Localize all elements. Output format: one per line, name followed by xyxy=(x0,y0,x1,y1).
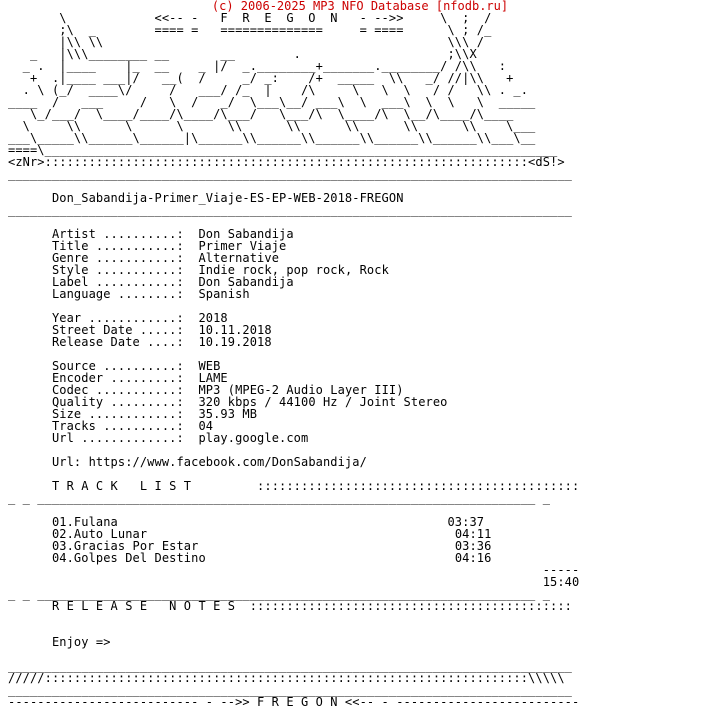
ascii-art-line: |\\ \\ \\\ / xyxy=(8,35,485,49)
ascii-art-line: \_/___/ \____/____/\____/\___/ \___/\ \____/\ \__/\____/\____ xyxy=(8,107,514,121)
info-key: Url .............: xyxy=(51,431,184,445)
tracklist-header-text: T R A C K L I S T :::::::::::::::::::::::::::::::::::::::::::: xyxy=(51,479,580,493)
footer-signature: -------------------------- - -->> F R E G O N <<-- - ------------------------- xyxy=(8,695,580,709)
info-value: WEB xyxy=(198,359,221,373)
info-value: 35.93 MB xyxy=(198,407,258,421)
ascii-art-line: \ \\ \ \ \\ \\ \\ \\ \\ \___ xyxy=(8,119,536,133)
ascii-art-line: . \ (_/ ____\/ / ___/ /_ | /\ \ \ \ / / \\ . _. xyxy=(8,83,529,97)
track-time: 04:16 xyxy=(454,551,492,565)
info-value: Primer Viaje xyxy=(198,239,287,253)
info-row-release-date xyxy=(8,336,579,348)
info-value: Spanish xyxy=(198,287,250,301)
ascii-art-line: + .|____ ___|/ __( / _/ _: /+ _____ \\ _/ //|\\ + xyxy=(8,71,514,85)
info-value: 10.11.2018 xyxy=(198,323,272,337)
notes-header xyxy=(8,600,579,612)
info-key: Artist ..........: xyxy=(51,227,184,241)
info-key: Label ...........: xyxy=(51,275,184,289)
ascii-art-line: _ . |____ |_ __ _ |/ _.________+_______.________/ /\\ : xyxy=(8,59,507,73)
footer-colons: /////::::::::::::::::::::::::::::::::::::::::::::::::::::::::::::::::::\\\\\ xyxy=(8,671,565,685)
info-value: LAME xyxy=(198,371,228,385)
info-key: Source ..........: xyxy=(51,359,184,373)
info-key: Release Date ....: xyxy=(51,335,184,349)
info-key: Size ............: xyxy=(51,407,184,421)
ascii-art-line: _ |\\\________ __ __ . ;\\X xyxy=(8,47,477,61)
notes-line xyxy=(8,636,579,648)
track-time: 04:11 xyxy=(454,527,492,541)
track-title: 01.Fulana xyxy=(51,515,118,529)
info-value: 04 xyxy=(198,419,214,433)
nfodb-banner: (c) 2006-2025 MP3 NFO Database [nfodb.ru] xyxy=(211,0,509,13)
dash-divider: _ _ ____________________________________________________________________ _ xyxy=(8,587,551,601)
notes-header-text: R E L E A S E N O T E S :::::::::::::::::::::::::::::::::::::::::::: xyxy=(51,599,572,613)
info-value: Don Sabandija xyxy=(198,227,294,241)
ascii-art-line: \ <<-- - F R E G O N - -->> \ ; / xyxy=(8,11,492,25)
track-time: 03:36 xyxy=(454,539,492,553)
info-key: Year ............: xyxy=(51,311,184,325)
footer-separator: _____________________________________________________________________________ xyxy=(8,683,572,697)
info-value: play.google.com xyxy=(198,431,309,445)
info-key: Quality .........: xyxy=(51,395,184,409)
info-key: Language ........: xyxy=(51,287,184,301)
info-value: 10.19.2018 xyxy=(198,335,272,349)
info-key: Title ...........: xyxy=(51,239,184,253)
total-time: 15:40 xyxy=(542,575,580,589)
ascii-art-line: ___\_____\\______\______|\______\\______\\______\\______\\______\\___\__ xyxy=(8,131,536,145)
info-value: Don Sabandija xyxy=(198,275,294,289)
info-value: Indie rock, pop rock, Rock xyxy=(198,263,389,277)
info-key: Tracks ..........: xyxy=(51,419,184,433)
nfo-text xyxy=(8,12,579,708)
ascii-art-line: ====\______________________________________________________________________ xyxy=(8,143,558,157)
ascii-art-line: ;\ _ ==== = ============== = ==== \ ; /_ xyxy=(8,23,492,37)
info-value: MP3 (MPEG-2 Audio Layer III) xyxy=(198,383,404,397)
facebook-url-link[interactable]: Url: https://www.facebook.com/DonSabandija/ xyxy=(51,455,367,469)
blank-line xyxy=(8,612,579,624)
notes-text: Enjoy => xyxy=(51,635,111,649)
info-key: Codec ...........: xyxy=(51,383,184,397)
release-name: Don_Sabandija-Primer_Viaje-ES-EP-WEB-2018-FREGON xyxy=(51,191,404,205)
separator-line: _____________________________________________________________________________ xyxy=(8,167,572,181)
info-row-language xyxy=(8,288,579,300)
info-row-url xyxy=(8,432,579,444)
ascii-art-line: ____ / ___ / \ / _/ \___\__/ ___\ \ ___\ \ \ \ _____ xyxy=(8,95,536,109)
ascii-art-line: <zNr>::::::::::::::::::::::::::::::::::::::::::::::::::::::::::::::::::<dS!> xyxy=(8,155,565,169)
track-time: 03:37 xyxy=(447,515,485,529)
info-key: Encoder .........: xyxy=(51,371,184,385)
total-rule: ----- xyxy=(542,563,580,577)
info-value: 320 kbps / 44100 Hz / Joint Stereo xyxy=(198,395,448,409)
info-value: Alternative xyxy=(198,251,280,265)
info-key: Genre ...........: xyxy=(51,251,184,265)
separator-line: _____________________________________________________________________________ xyxy=(8,203,572,217)
url-line xyxy=(8,456,579,468)
info-key: Style ...........: xyxy=(51,263,184,277)
footer-rule: _____________________________________________________________________________ xyxy=(8,659,572,673)
info-value: 2018 xyxy=(198,311,228,325)
info-key: Street Date .....: xyxy=(51,323,184,337)
dash-divider: _ _ ____________________________________________________________________ _ xyxy=(8,491,551,505)
track-title: 04.Golpes Del Destino xyxy=(51,551,206,565)
track-title: 02.Auto Lunar xyxy=(51,527,148,541)
track-title: 03.Gracias Por Estar xyxy=(51,539,199,553)
